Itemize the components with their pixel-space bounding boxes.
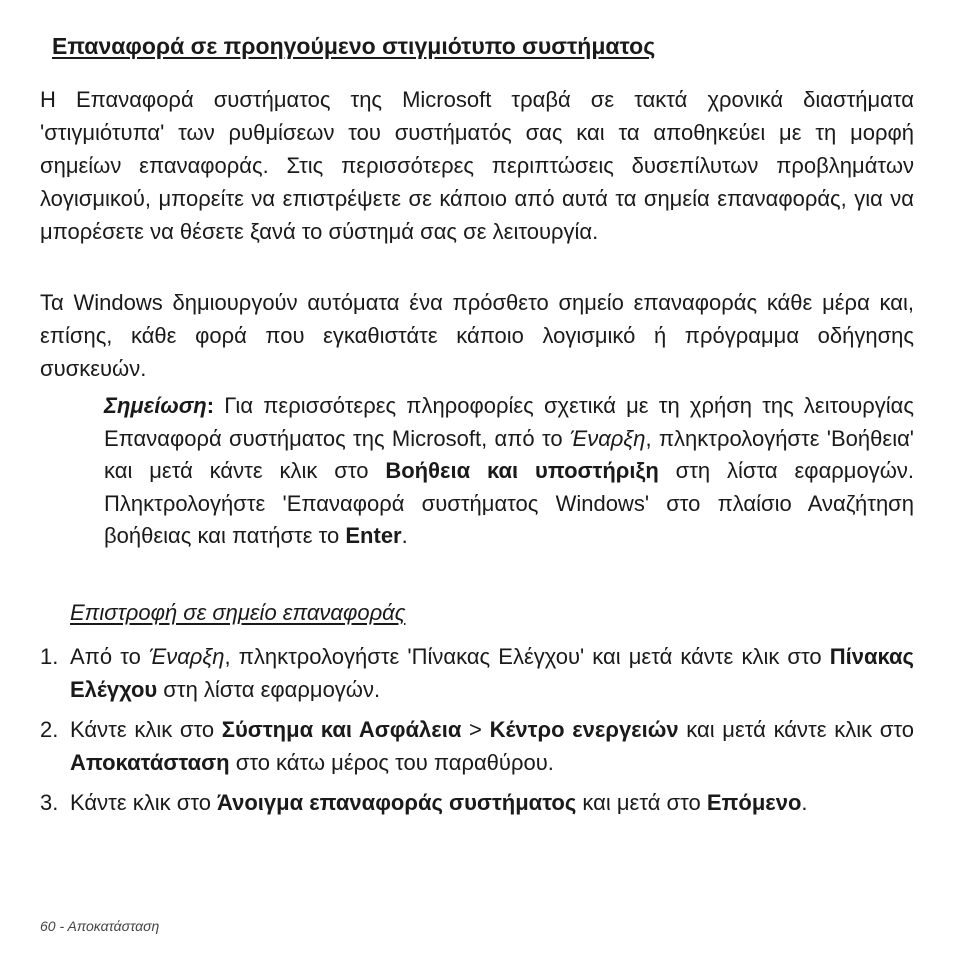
- step-number: 3.: [40, 790, 59, 815]
- step-item: [40, 786, 914, 819]
- enter-key-reference: Enter: [345, 523, 402, 548]
- note-block: Σημείωση: Για περισσότερες πληροφορίες σχετικά με τη χρήση της λειτουργίας Επαναφορά συστήματος της Microsoft, από το Έναρξη, πληκτρολογήστε 'Βοήθεια' και μετά κάντε κλικ στο Βοήθεια και υποστήριξη στη λίστα εφαρμογών. Πληκτρολογήστε 'Επαναφορά συστήματος Windows' στο πλαίσιο Αναζήτηση βοήθειας και πατήστε το Enter.: [104, 393, 915, 548]
- step-number: 2.: [40, 717, 59, 742]
- section-subheading: Επιστροφή σε σημείο επαναφοράς: [70, 600, 406, 625]
- step-item: [40, 713, 914, 779]
- start-reference: Έναρξη: [569, 425, 646, 451]
- intro-paragraph: Η Επαναφορά συστήματος της Microsoft τραβά σε τακτά χρονικά διαστήματα 'στιγμιότυπα' των ρυθμίσεων του συστήματός σας και τα αποθηκεύει με τη μορφή σημείων επαναφοράς. Στις περισσότερες περιπτώσεις δυσεπίλυτων προβλημάτων λογισμικού, μπορείτε να επιστρέψετε σε κάποιο από αυτά τα σημεία επαναφοράς, για να μπορέσετε να θέσετε ξανά το σύστημά σας σε λειτουργία.: [40, 87, 914, 244]
- step-text: Κάντε κλικ στο Άνοιγμα επαναφοράς συστήματος και μετά στο Επόμενο.: [70, 790, 808, 815]
- restore-points-paragraph: Τα Windows δημιουργούν αυτόματα ένα πρόσθετο σημείο επαναφοράς κάθε μέρα και, επίσης, κάθε φορά που εγκαθιστάτε κάποιο λογισμικό ή πρόγραμμα οδήγησης συσκευών.: [40, 290, 914, 381]
- note-label: Σημείωση: [104, 393, 207, 418]
- step-item: [40, 640, 914, 706]
- step-text: Από το Έναρξη, πληκτρολογήστε 'Πίνακας Ελέγχου' και μετά κάντε κλικ στο Πίνακας Ελέγχου στη λίστα εφαρμογών.: [70, 644, 914, 702]
- page-heading: Επαναφορά σε προηγούμενο στιγμιότυπο συστήματος: [52, 33, 656, 59]
- step-text: Κάντε κλικ στο Σύστημα και Ασφάλεια > Κέντρο ενεργειών και μετά κάντε κλικ στο Αποκατάσταση στο κάτω μέρος του παραθύρου.: [70, 717, 914, 775]
- page-footer: 60 - Αποκατάσταση: [40, 918, 160, 934]
- step-number: 1.: [40, 644, 59, 669]
- help-support-reference: Βοήθεια και υποστήριξη: [385, 458, 659, 483]
